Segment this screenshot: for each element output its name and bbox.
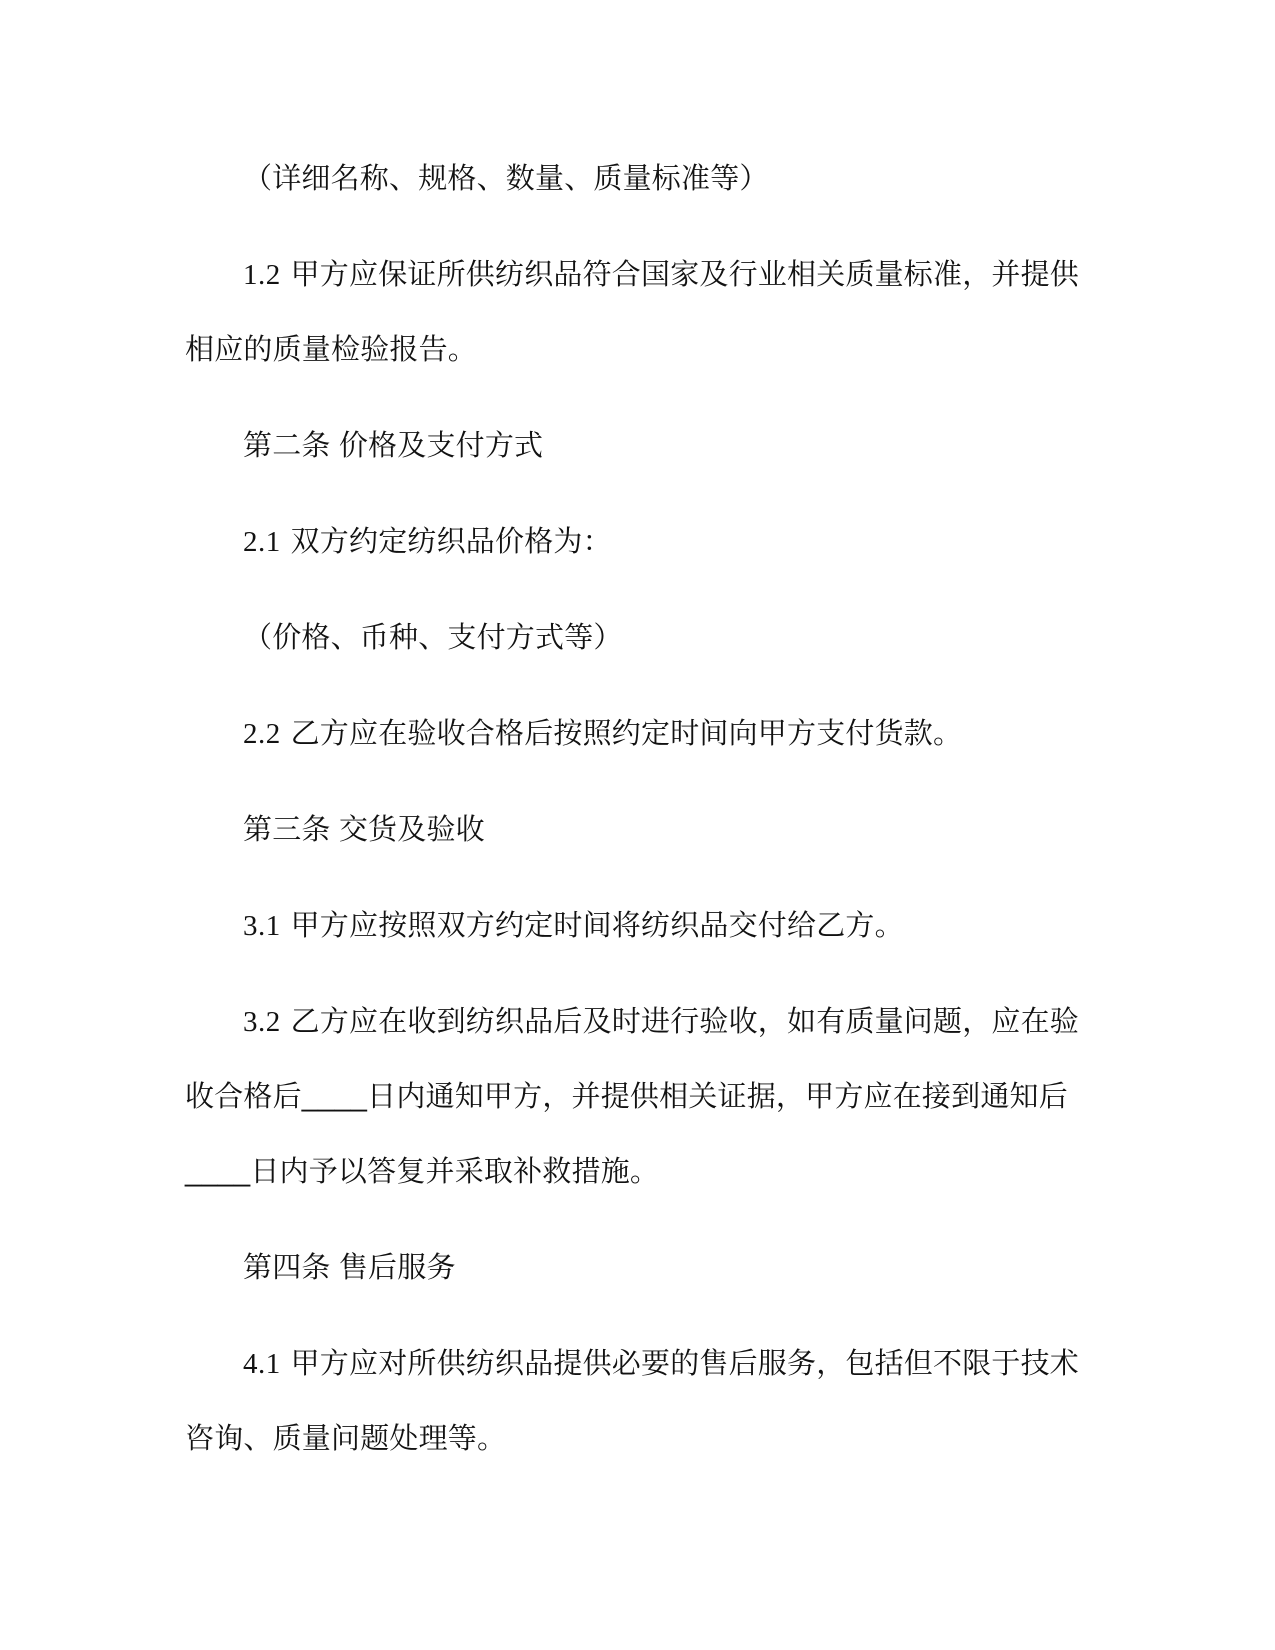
- clause-number: 3.1: [243, 910, 281, 942]
- clause-4-1-line-2: [185, 1402, 1091, 1477]
- line-text: 咨询、质量问题处理等。: [185, 1423, 507, 1455]
- line-text: 第三条 交货及验收: [243, 814, 485, 846]
- line-text: 甲方应保证所供纺织品符合国家及行业相关质量标准，并提供: [290, 259, 1080, 291]
- clause-number: 2.1: [243, 526, 281, 558]
- clause-3-1-line: [185, 889, 1091, 964]
- clause-4-1-line-1: [185, 1327, 1091, 1402]
- article-3-heading: [185, 793, 1091, 868]
- article-4-heading: [185, 1231, 1091, 1306]
- clause-number: 3.2: [243, 1006, 281, 1038]
- clause-1-2-line-2: [185, 313, 1091, 388]
- line-text: 双方约定纺织品价格为：: [290, 526, 612, 558]
- clause-1-2-line-1: [185, 238, 1091, 313]
- line-text: （详细名称、规格、数量、质量标准等）: [243, 163, 769, 195]
- line-text: 甲方应按照双方约定时间将纺织品交付给乙方。: [290, 910, 904, 942]
- contract-body: [185, 142, 1091, 1477]
- spec-placeholder-line: [185, 142, 1091, 217]
- clause-number: 1.2: [243, 259, 281, 291]
- clause-number: 2.2: [243, 718, 281, 750]
- clause-2-2-line: [185, 697, 1091, 772]
- clause-3-2-line-3: [185, 1135, 1091, 1210]
- line-text: 第二条 价格及支付方式: [243, 430, 544, 462]
- clause-3-2-line-2: [185, 1060, 1091, 1135]
- clause-number: 4.1: [243, 1348, 281, 1380]
- price-placeholder-line: [185, 601, 1091, 676]
- line-text: 收合格后____日内通知甲方，并提供相关证据，甲方应在接到通知后: [185, 1081, 1068, 1113]
- line-text: 乙方应在收到纺织品后及时进行验收，如有质量问题，应在验: [290, 1006, 1080, 1038]
- line-text: 相应的质量检验报告。: [185, 334, 478, 366]
- line-text: ____日内予以答复并采取补救措施。: [185, 1156, 660, 1188]
- clause-2-1-line: [185, 505, 1091, 580]
- line-text: 甲方应对所供纺织品提供必要的售后服务，包括但不限于技术: [290, 1348, 1080, 1380]
- line-text: 乙方应在验收合格后按照约定时间向甲方支付货款。: [290, 718, 963, 750]
- article-2-heading: [185, 409, 1091, 484]
- line-text: 第四条 售后服务: [243, 1252, 456, 1284]
- clause-3-2-line-1: [185, 985, 1091, 1060]
- line-text: （价格、币种、支付方式等）: [243, 622, 623, 654]
